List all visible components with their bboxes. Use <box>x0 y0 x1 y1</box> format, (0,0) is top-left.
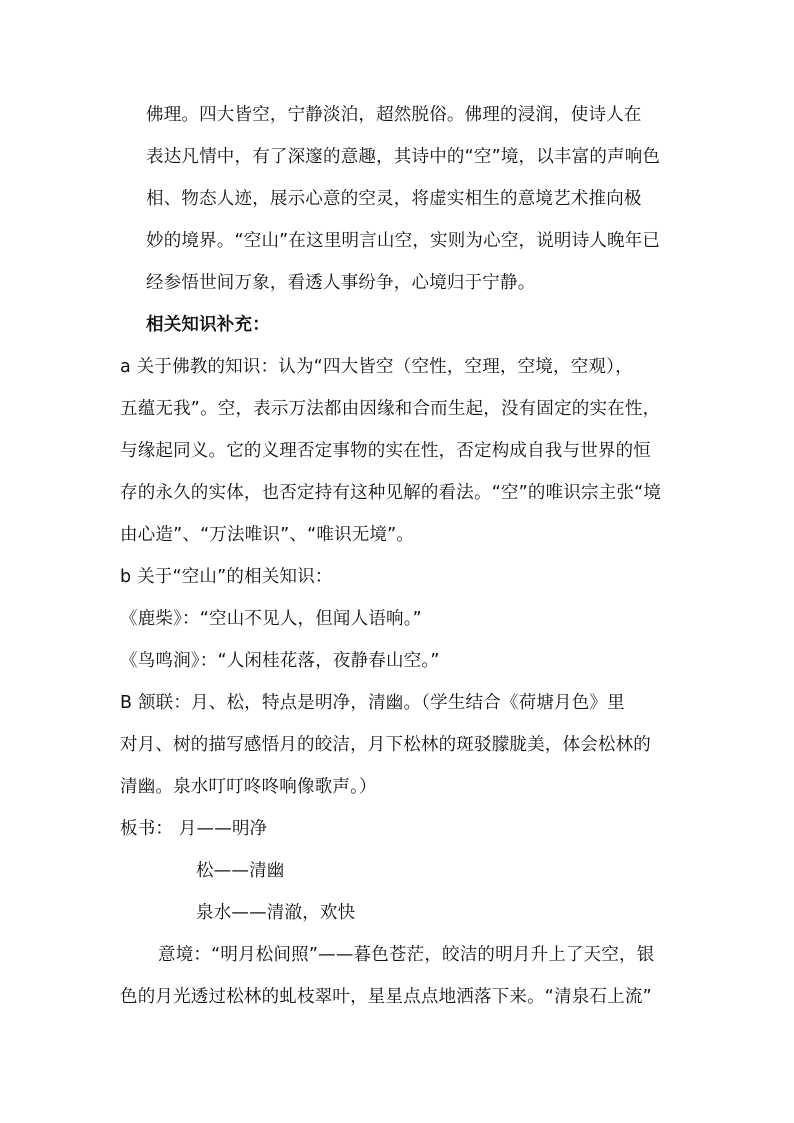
text-line: 存的永久的实体，也否定持有这种见解的看法。“空”的唯识宗主张“境 <box>120 483 662 503</box>
text-line: 与缘起同义。它的义理否定事物的实在性，否定构成自我与世界的恒 <box>120 441 651 461</box>
text-line: 对月、树的描写感悟月的皎洁，月下松林的斑驳朦胧美，体会松林的 <box>120 735 651 755</box>
text-line: a 关于佛教的知识：认为“四大皆空（空性，空理，空境，空观）， <box>120 357 633 377</box>
text-line: b 关于“空山”的相关知识： <box>120 567 333 587</box>
blackboard-line: 泉水——清澈，欢快 <box>196 903 356 923</box>
text-line: 清幽。泉水叮叮咚咚响像歌声。） <box>120 777 377 797</box>
text-line: 佛理。四大皆空，宁静淡泊，超然脱俗。佛理的浸润，使诗人在 <box>146 105 642 125</box>
text-line: 经参悟世间万象，看透人事纷争，心境归于宁静。 <box>146 273 536 293</box>
text-line: 表达凡情中，有了深邃的意趣，其诗中的“空”境，以丰富的声响色 <box>146 147 661 167</box>
section-heading: 相关知识补充： <box>146 315 270 335</box>
text-line: 色的月光透过松林的虬枝翠叶，星星点点地洒落下来。“清泉石上流” <box>120 987 652 1007</box>
blackboard-line: 板书： 月——明净 <box>120 819 268 839</box>
blackboard-line: 松——清幽 <box>196 861 285 881</box>
text-line: B 颔联：月、松，特点是明净，清幽。（学生结合《荷塘月色》里 <box>120 693 625 713</box>
text-line: 《鹿柴》：“空山不见人，但闻人语响。” <box>120 609 422 629</box>
text-line: 意境：“明月松间照”——暮色苍茫，皎洁的明月升上了天空，银 <box>158 945 655 965</box>
text-line: 《鸟鸣涧》：“人闲桂花落，夜静春山空。” <box>120 651 440 671</box>
text-line: 五蕴无我”。空，表示万法都由因缘和合而生起，没有固定的实在性， <box>120 399 661 419</box>
text-line: 由心造”、“万法唯识”、“唯识无境”。 <box>120 525 415 545</box>
text-line: 妙的境界。“空山”在这里明言山空，实则为心空，说明诗人晚年已 <box>146 231 661 251</box>
text-line: 相、物态人迹，展示心意的空灵，将虚实相生的意境艺术推向极 <box>146 189 642 209</box>
